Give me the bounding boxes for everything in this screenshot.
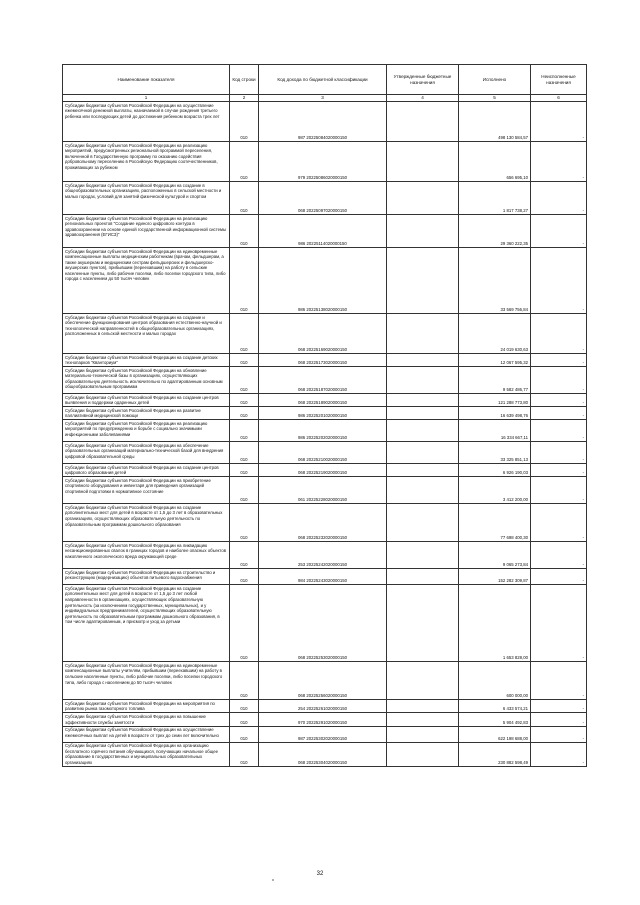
row-name: Субсидии бюджетам субъектов Российской Федерации на организацию бесплатного горячего питания обучающихся, получающих начальное общее образование в государственных и муниципальных образовательных организациях [63, 742, 230, 766]
table-header-row [63, 65, 587, 95]
row-income-code: 986 20225202020000150 [259, 420, 387, 442]
row-unexecuted: - [531, 726, 587, 742]
table-row [63, 407, 587, 420]
table-row [63, 354, 587, 367]
row-approved [387, 394, 459, 407]
row-name: Субсидии бюджетам субъектов Российской Федерации на мероприятия по развитию рынка газомоторного топлива [63, 700, 230, 713]
row-income-code: 068 20225187020000150 [259, 367, 387, 394]
row-unexecuted: - [531, 248, 587, 314]
row-income-code: 068 20225097020000150 [259, 182, 387, 215]
row-approved [387, 726, 459, 742]
row-unexecuted: - [531, 215, 587, 248]
table-row [63, 248, 587, 314]
row-executed: 77 698 400,30 [459, 504, 531, 542]
row-code: 010 [230, 420, 259, 442]
row-name: Субсидии бюджетам субъектов Российской Федерации на развитие паллиативной медицинской помощи [63, 407, 230, 420]
row-approved [387, 354, 459, 367]
row-name: Субсидии бюджетам субъектов Российской Федерации на обеспечение образовательных организаций материально-технической базой для внедрения цифровой образовательной среды [63, 442, 230, 464]
row-approved [387, 442, 459, 464]
row-code: 010 [230, 102, 259, 142]
row-approved [387, 700, 459, 713]
row-approved [387, 542, 459, 569]
row-unexecuted: - [531, 713, 587, 726]
table-row [63, 477, 587, 504]
row-income-code: 253 20225242020000150 [259, 542, 387, 569]
column-number: 6 [531, 95, 587, 102]
row-executed: 1 817 738,27 [459, 182, 531, 215]
row-name: Субсидии бюджетам субъектов Российской Федерации на реализацию региональных проектов "Создание единого цифрового контура в здравоохранении на основе единой государственной информационной системы здравоохранения (ЕГИСЗ)" [63, 215, 230, 248]
row-income-code: 254 20225261020000150 [259, 700, 387, 713]
row-code: 010 [230, 569, 259, 585]
row-income-code: 068 20225169020000150 [259, 314, 387, 354]
row-executed: 3 412 200,00 [459, 477, 531, 504]
row-approved [387, 569, 459, 585]
row-unexecuted: - [531, 102, 587, 142]
row-name: Субсидии бюджетам субъектов Российской Федерации на обновление материально-технической базы в организациях, осуществляющих образовательную деятельность исключительно по адаптированным основным общеобразовательным программам [63, 367, 230, 394]
row-executed: 29 360 222,35 [459, 215, 531, 248]
row-name: Субсидии бюджетам субъектов Российской Федерации на осуществление ежемесячных выплат на детей в возрасте от трех до семи лет включительно [63, 726, 230, 742]
table-row [63, 700, 587, 713]
row-name: Субсидии бюджетам субъектов Российской Федерации на реализацию мероприятий, предусмотренных региональной программой переселения, включенной в Государственную программу по оказанию содействия добровольному переселению в Российскую Федерацию соотечественников, проживающих за рубежом [63, 142, 230, 182]
row-name: Субсидии бюджетам субъектов Российской Федерации на создание детских технопарков "Кванториум" [63, 354, 230, 367]
row-income-code: 068 20225304020000150 [259, 742, 387, 766]
row-executed: 16 334 667,11 [459, 420, 531, 442]
row-code: 010 [230, 354, 259, 367]
row-executed: 230 882 598,49 [459, 742, 531, 766]
row-code: 010 [230, 442, 259, 464]
row-approved [387, 367, 459, 394]
table-row [63, 420, 587, 442]
table-row [63, 504, 587, 542]
table-row [63, 742, 587, 766]
row-approved [387, 215, 459, 248]
row-executed: 6 433 574,21 [459, 700, 531, 713]
row-approved [387, 504, 459, 542]
row-income-code: 984 20225243020000150 [259, 569, 387, 585]
table-row [63, 713, 587, 726]
row-unexecuted: - [531, 367, 587, 394]
row-code: 010 [230, 713, 259, 726]
table-row [63, 585, 587, 662]
row-income-code: 068 20225210020000150 [259, 442, 387, 464]
row-income-code: 986 20225114020000150 [259, 215, 387, 248]
report-sheet [62, 64, 586, 767]
row-approved [387, 314, 459, 354]
row-name: Субсидии бюджетам субъектов Российской Федерации на приобретение спортивного оборудования и инвентаря для приведения организаций спортивной подготовки в нормативное состояние [63, 477, 230, 504]
row-executed: 600 000,00 [459, 662, 531, 700]
row-executed: 9 582 486,77 [459, 367, 531, 394]
row-code: 010 [230, 662, 259, 700]
row-executed: 33 325 851,13 [459, 442, 531, 464]
table-row [63, 394, 587, 407]
row-approved [387, 662, 459, 700]
row-income-code: 068 20225256020000150 [259, 662, 387, 700]
table-row [63, 142, 587, 182]
row-name: Субсидии бюджетам субъектов Российской Федерации на создание центров выявления и поддержки одаренных детей [63, 394, 230, 407]
row-unexecuted: - [531, 464, 587, 477]
header-executed: Исполнено [459, 65, 531, 95]
row-executed: 24 019 630,63 [459, 314, 531, 354]
row-income-code: 986 20225201020000150 [259, 407, 387, 420]
row-executed: 121 288 773,80 [459, 394, 531, 407]
row-unexecuted: - [531, 394, 587, 407]
row-code: 010 [230, 477, 259, 504]
row-executed: 5 904 492,83 [459, 713, 531, 726]
header-income-code: Код дохода по бюджетной классификации [259, 65, 387, 95]
row-unexecuted: - [531, 700, 587, 713]
row-income-code: 061 20225228020000150 [259, 477, 387, 504]
row-unexecuted: - [531, 442, 587, 464]
column-number: 1 [63, 95, 230, 102]
table-row [63, 726, 587, 742]
row-income-code: 986 20225138020000150 [259, 248, 387, 314]
row-name: Субсидии бюджетам субъектов Российской Федерации на строительство и реконструкцию (модернизацию) объектов питьевого водоснабжения [63, 569, 230, 585]
row-code: 010 [230, 504, 259, 542]
row-code: 010 [230, 742, 259, 766]
row-executed: 498 130 584,57 [459, 102, 531, 142]
row-code: 010 [230, 542, 259, 569]
row-executed: 12 067 595,32 [459, 354, 531, 367]
row-name: Субсидии бюджетам субъектов Российской Федерации на создание и обеспечение функционирования центров образования естественно-научной и технологической направленностей в общеобразовательных организациях, расположенных в сельской местности и малых городах [63, 314, 230, 354]
row-income-code: 068 20225232020000150 [259, 504, 387, 542]
row-name: Субсидии бюджетам субъектов Российской Федерации на единовременные компенсационные выплаты учителям, прибывшим (переехавшим) на работу в сельские населенные пункты, либо рабочие поселки, либо поселки городского типа, либо города с населением до 50 тысяч человек [63, 662, 230, 700]
row-approved [387, 477, 459, 504]
header-name: Наименование показателя [63, 65, 230, 95]
table-row [63, 464, 587, 477]
table-row [63, 442, 587, 464]
row-approved [387, 248, 459, 314]
row-executed: 33 569 756,84 [459, 248, 531, 314]
row-unexecuted: - [531, 477, 587, 504]
page-number: 32 [316, 871, 324, 877]
table-row [63, 367, 587, 394]
header-unexecuted: Неисполненные назначения [531, 65, 587, 95]
row-income-code: 068 20225189020000150 [259, 394, 387, 407]
column-number: 2 [230, 95, 259, 102]
row-code: 010 [230, 726, 259, 742]
row-unexecuted: - [531, 662, 587, 700]
row-unexecuted: - [531, 314, 587, 354]
row-code: 010 [230, 215, 259, 248]
column-number: 3 [259, 95, 387, 102]
row-unexecuted: - [531, 542, 587, 569]
row-unexecuted: - [531, 407, 587, 420]
row-code: 010 [230, 248, 259, 314]
row-income-code: 068 20225253020000150 [259, 585, 387, 662]
row-code: 010 [230, 367, 259, 394]
row-executed: 656 695,10 [459, 142, 531, 182]
row-unexecuted: - [531, 569, 587, 585]
row-code: 010 [230, 585, 259, 662]
row-unexecuted: - [531, 742, 587, 766]
row-approved [387, 182, 459, 215]
table-row [63, 542, 587, 569]
row-approved [387, 142, 459, 182]
row-approved [387, 407, 459, 420]
row-approved [387, 742, 459, 766]
row-code: 010 [230, 142, 259, 182]
income-table [62, 64, 587, 767]
row-name: Субсидии бюджетам субъектов Российской Федерации на ликвидацию несанкционированных свалок в границах городов и наиболее опасных объектов накопленного экологического вреда окружающей среде [63, 542, 230, 569]
table-row [63, 182, 587, 215]
row-code: 010 [230, 182, 259, 215]
row-code: 010 [230, 314, 259, 354]
table-row [63, 314, 587, 354]
row-code: 010 [230, 464, 259, 477]
row-unexecuted: - [531, 420, 587, 442]
row-name: Субсидии бюджетам субъектов Российской Федерации на создание дополнительных мест для детей в возрасте от 1,5 до 3 лет любой направленности в организациях, осуществляющих образовательную деятельность (за исключением государственных, муниципальных), и у индивидуальных предпринимателей, осуществляющих образовательную деятельность по образовательным программам дошкольного образования, в том числе адаптированным, и присмотр и уход за детьми [63, 585, 230, 662]
row-approved [387, 585, 459, 662]
table-row [63, 662, 587, 700]
row-income-code: 987 20225302020000150 [259, 726, 387, 742]
row-approved [387, 420, 459, 442]
column-number: 5 [459, 95, 531, 102]
row-income-code: 068 20225173020000150 [259, 354, 387, 367]
row-code: 010 [230, 394, 259, 407]
row-income-code: 979 20225086020000150 [259, 142, 387, 182]
scan-mark [272, 879, 274, 881]
row-name: Субсидии бюджетам субъектов Российской Федерации на создание центров цифрового образования детей [63, 464, 230, 477]
row-unexecuted: - [531, 354, 587, 367]
column-number: 4 [387, 95, 459, 102]
row-income-code: 970 20225291020000150 [259, 713, 387, 726]
row-unexecuted: - [531, 182, 587, 215]
row-executed: 16 639 498,76 [459, 407, 531, 420]
row-code: 010 [230, 407, 259, 420]
row-unexecuted: - [531, 585, 587, 662]
table-row [63, 569, 587, 585]
row-approved [387, 464, 459, 477]
row-name: Субсидии бюджетам субъектов Российской Федерации на осуществление ежемесячной денежной выплаты, назначаемой в случае рождения третьего ребенка или последующих детей до достижения ребенком возраста трех лет [63, 102, 230, 142]
row-approved [387, 713, 459, 726]
row-income-code: 068 20225219020000150 [259, 464, 387, 477]
header-approved: Утвержденные бюджетные назначения [387, 65, 459, 95]
row-unexecuted: - [531, 504, 587, 542]
row-approved [387, 102, 459, 142]
row-executed: 152 282 309,87 [459, 569, 531, 585]
row-name: Субсидии бюджетам субъектов Российской Федерации на создание дополнительных мест для детей в возрасте от 1,5 до 3 лет в образовательных организациях, осуществляющих образовательную деятельность по образовательным программам дошкольного образования [63, 504, 230, 542]
table-row [63, 215, 587, 248]
row-executed: 6 926 190,03 [459, 464, 531, 477]
row-executed: 9 065 273,84 [459, 542, 531, 569]
row-name: Субсидии бюджетам субъектов Российской Федерации на создание в общеобразовательных организациях, расположенных в сельской местности и малых городах, условий для занятий физической культурой и спортом [63, 182, 230, 215]
row-executed: 622 198 688,00 [459, 726, 531, 742]
header-code: Код строки [230, 65, 259, 95]
row-unexecuted: - [531, 142, 587, 182]
row-name: Субсидии бюджетам субъектов Российской Федерации на повышение эффективности службы занятости [63, 713, 230, 726]
row-code: 010 [230, 700, 259, 713]
column-number-row [63, 95, 587, 102]
table-row [63, 102, 587, 142]
row-name: Субсидии бюджетам субъектов Российской Федерации на реализацию мероприятий по предупреждению и борьбе с социально значимыми инфекционными заболеваниями [63, 420, 230, 442]
row-income-code: 987 20225084020000150 [259, 102, 387, 142]
row-executed: 1 653 828,00 [459, 585, 531, 662]
row-name: Субсидии бюджетам субъектов Российской Федерации на единовременные компенсационные выплаты медицинским работникам (врачам, фельдшерам, а также акушеркам и медицинским сестрам фельдшерских и фельдшерско-акушерских пунктов), прибывшим (переехавшим) на работу в сельские населенные пункты, либо рабочие поселки, либо поселки городского типа, либо города с населением до 50 тысяч человек [63, 248, 230, 314]
